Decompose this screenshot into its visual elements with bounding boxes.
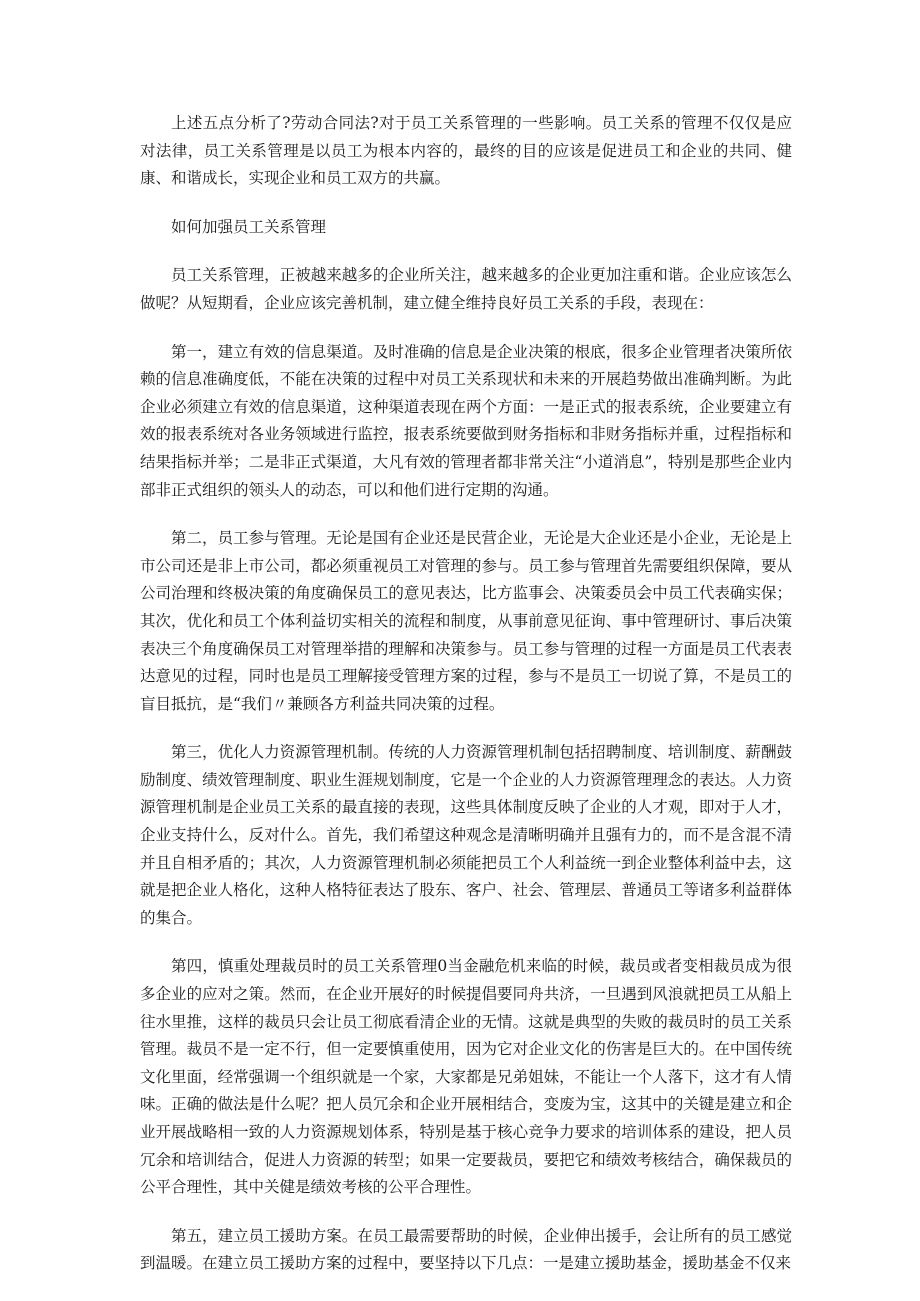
paragraph-point-1: 第一，建立有效的信息渠道。及时准确的信息是企业决策的根底，很多企业管理者决策所依赖的信息准确度低，不能在决策的过程中对员工关系现状和未来的开展趋势做出准确判断。为此企业必须建立有效的信息渠道，这种渠道表现在两个方面：一是正式的报表系统，企业要建立有效的报表系统对各业务领域进行监控，报表系统要做到财务指标和非财务指标并重，过程指标和结果指标并举；二是非正式渠道，大凡有效的管理者都非常关注“小道消息”，特别是那些企业内部非正式组织的领头人的动态，可以和他们进行定期的沟通。 [140, 342, 792, 499]
paragraph-intro: 员工关系管理，正被越来越多的企业所关注，越来越多的企业更加注重和谐。企业应该怎么做呢？从短期看，企业应该完善机制，建立健全维持良好员工关系的手段，表现在： [140, 266, 792, 312]
paragraph-gap [140, 1202, 792, 1223]
paragraph-gap [140, 318, 792, 339]
paragraph-point-3: 第三，优化人力资源管理机制。传统的人力资源管理机制包括招聘制度、培训制度、薪酬鼓励制度、绩效管理制度、职业生涯规划制度，它是一个企业的人力资源管理理念的表达。人力资源管理机制是企业员工关系的最直接的表现，这些具体制度反映了企业的人才观，即对于人才，企业支持什么，反对什么。首先，我们希望这种观念是清晰明确并且强有力的，而不是含混不清并且自相矛盾的；其次，人力资源管理机制必须能把员工个人利益统一到企业整体利益中去，这就是把企业人格化，这种人格特征表达了股东、客户、社会、管理层、普通员工等诸多利益群体的集合。 [140, 743, 792, 927]
paragraph-point-5: 第五，建立员工援助方案。在员工最需要帮助的时候，企业伸出援手，会让所有的员工感觉到温暖。在建立员工援助方案的过程中，要坚持以下几点：一是建立援助基金，援助基金不仅来 [140, 1226, 792, 1273]
document-page [140, 110, 792, 1278]
paragraph-gap [140, 504, 792, 525]
paragraph-gap [140, 932, 792, 953]
paragraph-point-2: 第二，员工参与管理。无论是国有企业还是民营企业，无论是大企业还是小企业，无论是上市公司还是非上市公司，都必须重视员工对管理的参与。员工参与管理首先需要组织保障，要从公司治理和终极决策的角度确保员工的意见表达，比方监事会、决策委员会中员工代表确实保；其次，优化和员工个体利益切实相关的流程和制度，从事前意见征询、事中管理研讨、事后决策表决三个角度确保员工对管理举措的理解和决策参与。员工参与管理的过程一方面是员工代表表达意见的过程，同时也是员工理解接受管理方案的过程，参与不是员工一切说了算，不是员工的盲目抵抗，是“我们〃兼顾各方利益共同决策的过程。 [140, 529, 792, 713]
section-heading: 如何加强员工关系管理 [171, 217, 327, 236]
paragraph-summary: 上述五点分析了?劳动合同法?对于员工关系管理的一些影响。员工关系的管理不仅仅是应对法律，员工关系管理是以员工为根本内容的，最终的目的应该是促进员工和企业的共同、健康、和谐成长，实现企业和员工双方的共赢。 [140, 114, 792, 188]
paragraph-gap [140, 193, 792, 214]
paragraph-gap [140, 718, 792, 739]
paragraph-point-4: 第四，慎重处理裁员时的员工关系管理0当金融危机来临的时候，裁员或者变相裁员成为很多企业的应对之策。然而，在企业开展好的时候提倡要同舟共济，一旦遇到风浪就把员工从船上往水里推，这样的裁员只会让员工彻底看清企业的无情。这就是典型的失败的裁员时的员工关系管理。裁员不是一定不行，但一定要慎重使用，因为它对企业文化的伤害是巨大的。在中国传统文化里面，经常强调一个组织就是一个家，大家都是兄弟姐妹，不能让一个人落下，这才有人情味。正确的做法是什么呢？把人员冗余和企业开展相结合，变废为宝，这其中的关键是建立和企业开展战略相一致的人力资源规划体系，特别是基于核心竞争力要求的培训体系的建设，把人员冗余和培训结合，促进人力资源的转型；如果一定要裁员，要把它和绩效考核结合，确保裁员的公平合理性，其中关健是绩效考核的公平合理性。 [140, 957, 792, 1197]
paragraph-gap [140, 241, 792, 262]
